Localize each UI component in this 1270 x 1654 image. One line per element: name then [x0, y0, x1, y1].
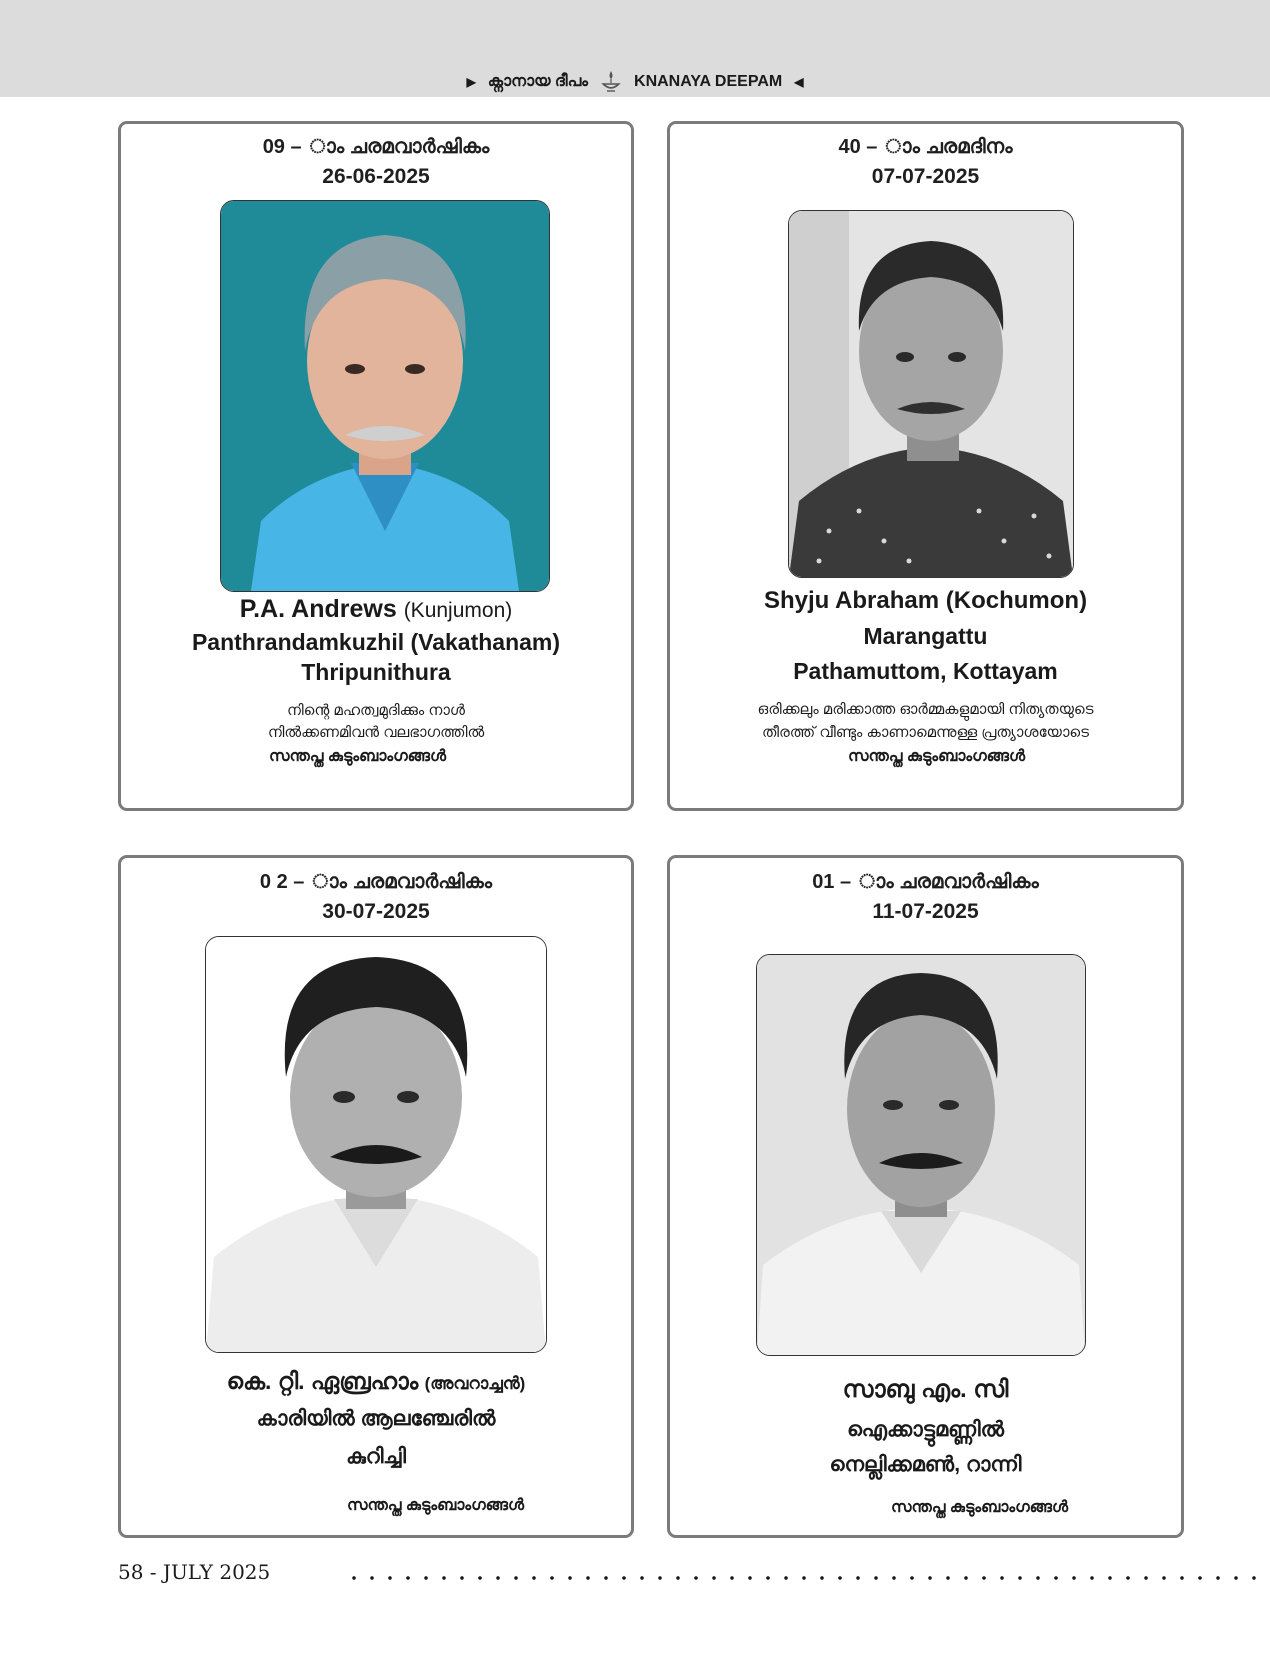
tribute-line-1: നിന്റെ മഹത്വമുദിക്കും നാൾ	[287, 702, 465, 719]
oil-lamp-icon	[600, 69, 622, 95]
deceased-name	[121, 592, 631, 628]
family-signature: സന്തപ്ത കുടുംബാംഗങ്ങൾ	[269, 748, 447, 765]
masthead	[0, 68, 1270, 96]
portrait-photo	[220, 200, 550, 592]
house-name: കാരിയിൽ ആലഞ്ചേരിൽ	[256, 1407, 496, 1430]
obituary-card-1	[118, 121, 634, 811]
masthead-title-malayalam: ക്നാനായ ദീപം	[487, 73, 589, 90]
obituary-card-4	[667, 855, 1184, 1538]
dotted-rule	[345, 1576, 1265, 1580]
masthead-title-english: KNANAYA DEEPAM	[634, 73, 783, 90]
portrait-photo	[205, 936, 547, 1353]
family-signature: സന്തപ്ത കുടുംബാംഗങ്ങൾ	[848, 748, 1026, 765]
tribute-line-2: നിൽക്കണമിവൻ വലഭാഗത്തിൽ	[267, 724, 485, 741]
name-text: P.A. Andrews	[239, 595, 397, 623]
nickname-text: (Kunjumon)	[403, 599, 513, 622]
card-date: 11-07-2025	[872, 900, 979, 923]
house-name: Marangattu	[863, 623, 988, 649]
place-name: Thripunithura	[301, 659, 451, 685]
portrait-photo	[756, 954, 1086, 1356]
house-name: Panthrandamkuzhil (Vakathanam)	[191, 629, 561, 655]
card-date: 26-06-2025	[322, 165, 430, 188]
deceased-name	[121, 1365, 631, 1400]
card-title: 0 2 – ാം ചരമവാർഷികം	[259, 871, 493, 893]
card-title: 40 – ാം ചരമദിനം	[838, 136, 1013, 158]
card-date: 07-07-2025	[871, 165, 980, 188]
place-name: കുറിച്ചി	[346, 1445, 406, 1468]
nickname-text: (അവറാച്ചൻ)	[424, 1374, 526, 1393]
place-name: നെല്ലിക്കമൺ, റാന്നി	[829, 1453, 1022, 1476]
obituary-card-2	[667, 121, 1184, 811]
right-arrow-icon: ▶	[466, 75, 476, 89]
deceased-name: സാബു എം. സി	[842, 1376, 1009, 1403]
name-text: കെ. റ്റി. ഏബ്രഹാം	[226, 1368, 419, 1394]
family-signature: സന്തപ്ത കുടുംബാംഗങ്ങൾ	[347, 1497, 525, 1514]
obituary-card-3	[118, 855, 634, 1538]
tribute-line-1: ഒരിക്കലും മരിക്കാത്ത ഓർമ്മകളുമായി നിത്യതയുടെ	[757, 701, 1094, 718]
family-signature: സന്തപ്ത കുടുംബാംഗങ്ങൾ	[891, 1499, 1069, 1516]
portrait-photo	[788, 210, 1074, 578]
left-arrow-icon: ◀	[794, 75, 804, 89]
card-title: 09 – ാം ചരമവാർഷികം	[262, 136, 490, 158]
page-number: 58 - JULY 2025	[118, 1560, 271, 1584]
house-name: ഐക്കാട്ടുമണ്ണിൽ	[847, 1418, 1004, 1441]
tribute-line-2: തീരത്ത് വീണ്ടും കാണാമെന്നുള്ള പ്രത്യാശയോടെ	[762, 724, 1089, 741]
card-date: 30-07-2025	[322, 900, 430, 923]
card-title: 01 – ാം ചരമവാർഷികം	[812, 871, 1039, 893]
place-name: Pathamuttom, Kottayam	[793, 658, 1058, 684]
deceased-name: Shyju Abraham (Kochumon)	[763, 587, 1088, 614]
